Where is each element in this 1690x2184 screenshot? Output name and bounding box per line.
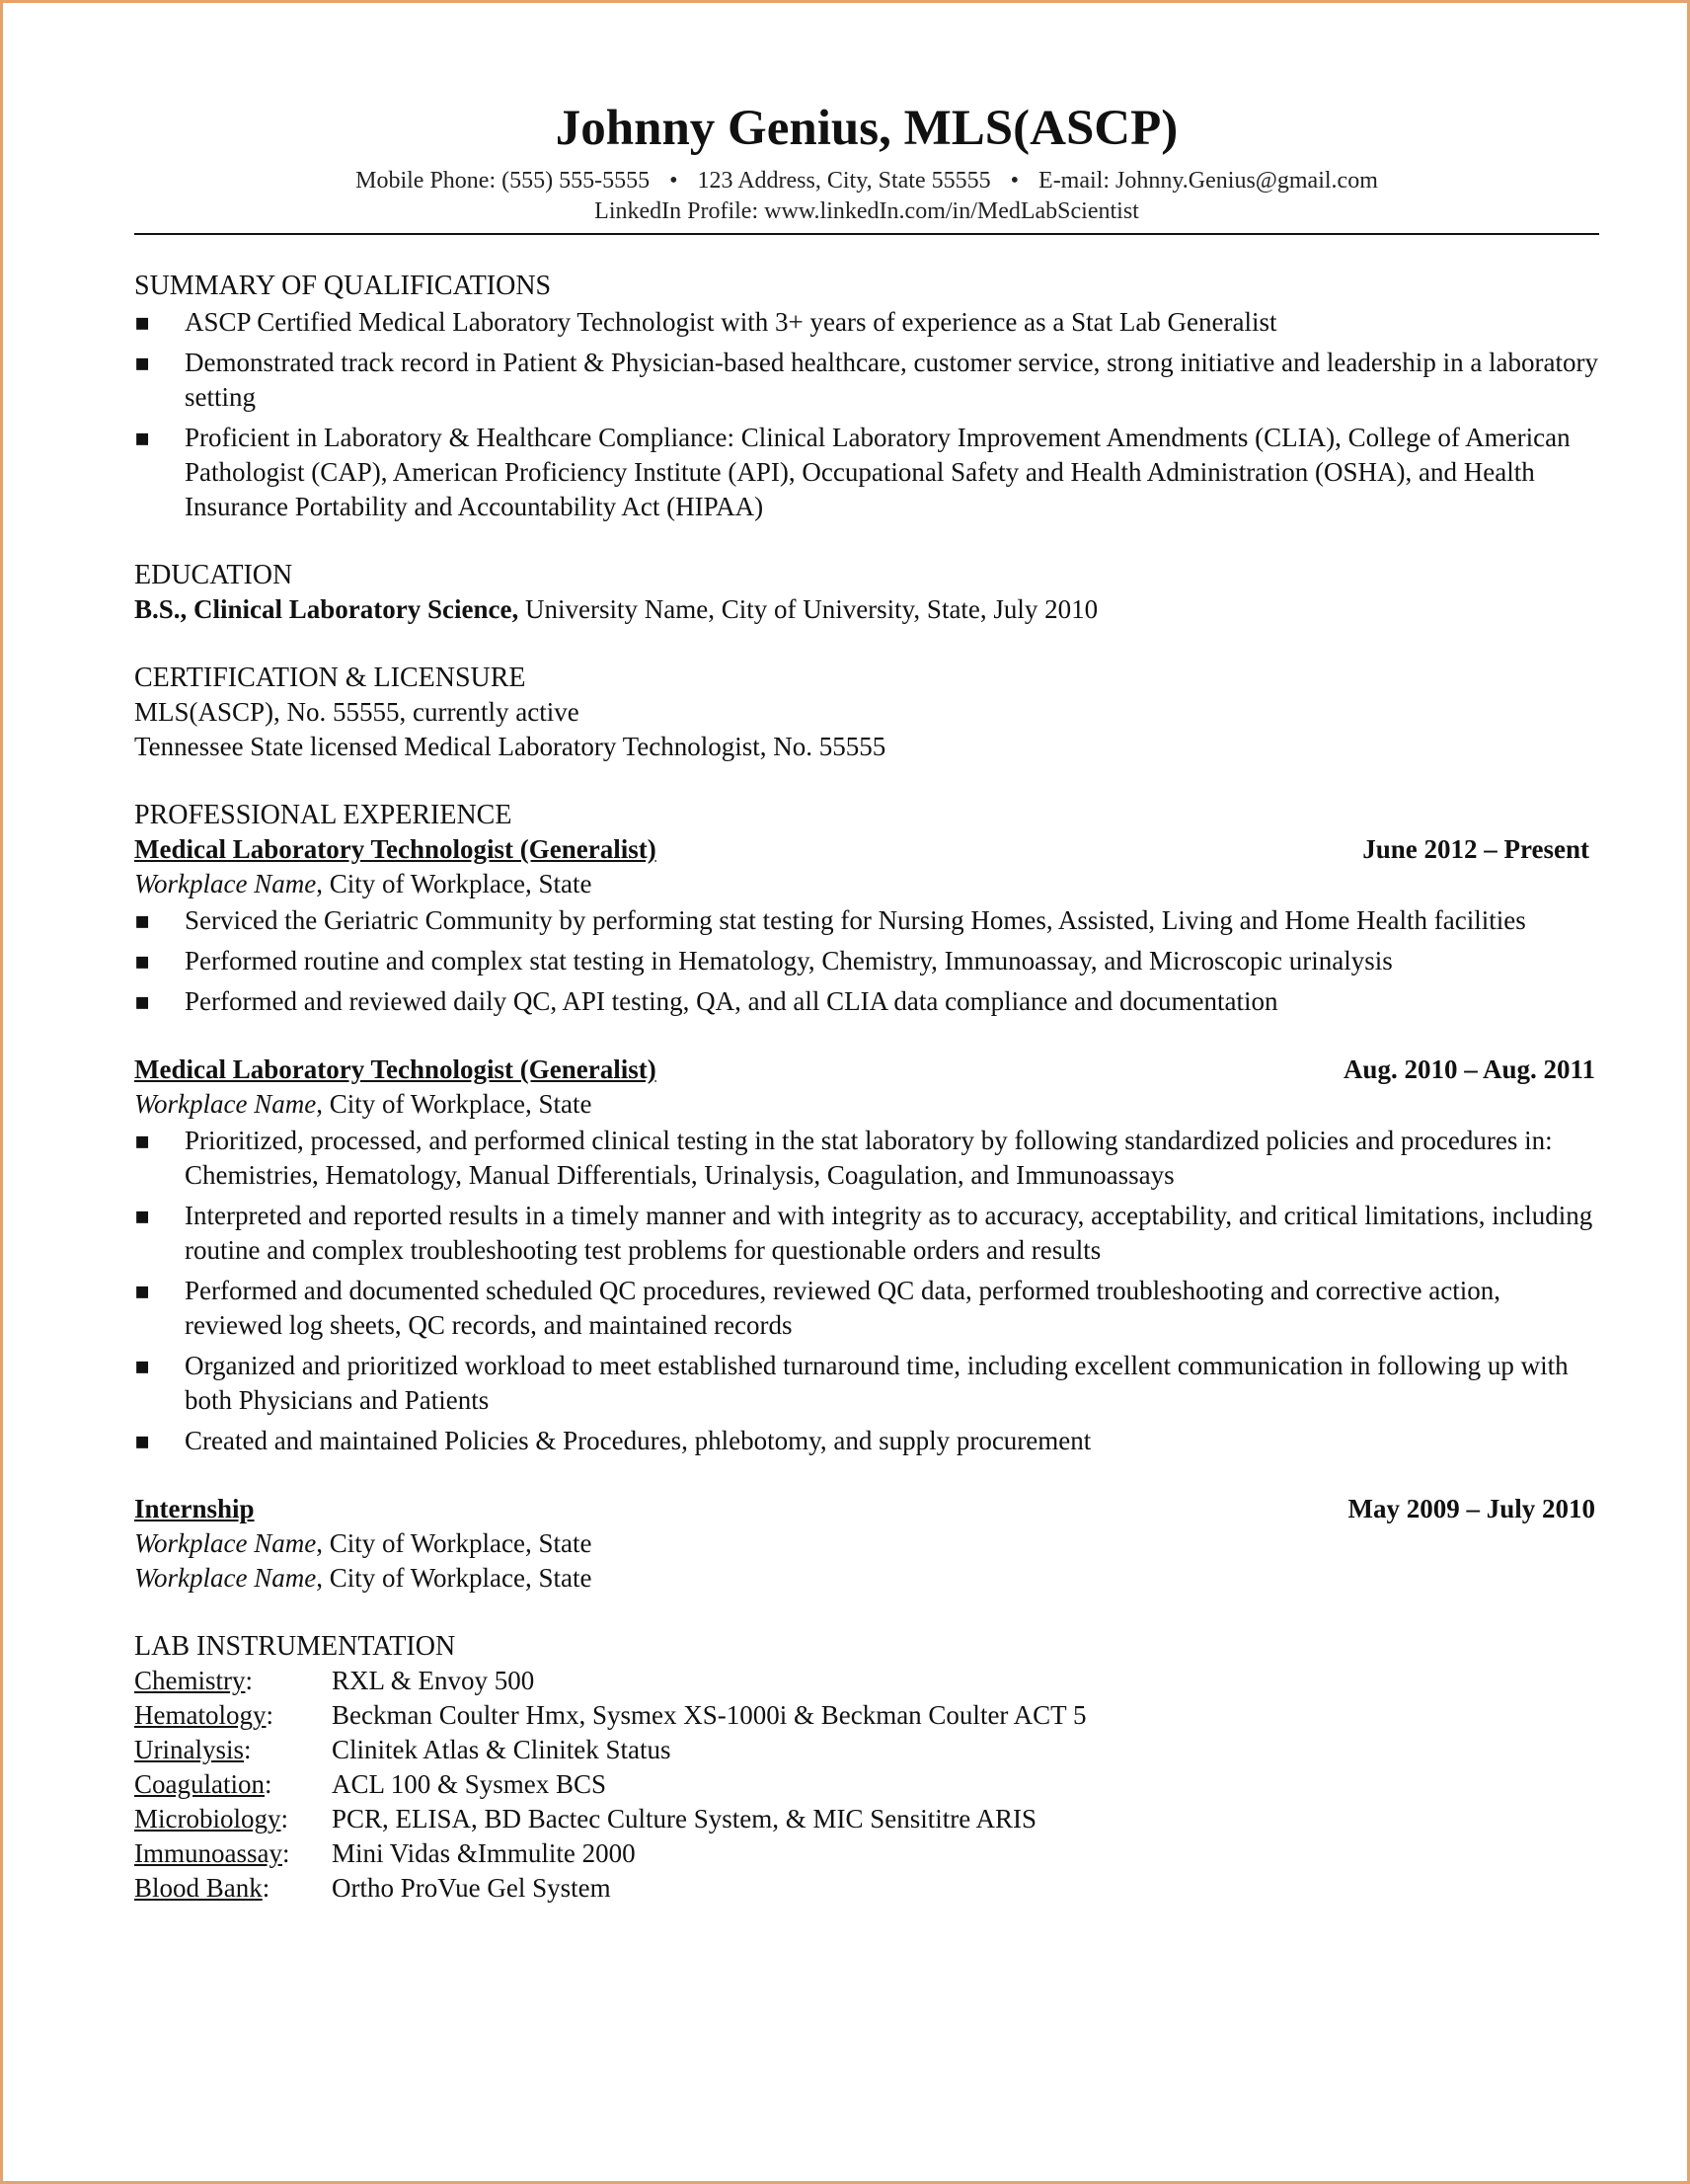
job-bullets — [134, 903, 1599, 1019]
section-heading: EDUCATION — [134, 560, 293, 590]
instrument-list: Ortho ProVue Gel System — [332, 1873, 611, 1903]
job-dates: Aug. 2010 – Aug. 2011 — [1343, 1054, 1595, 1084]
education-details: University Name, City of University, State, July 2010 — [518, 594, 1099, 624]
job-dates: May 2009 – July 2010 — [1347, 1494, 1595, 1523]
certification-line: Tennessee State licensed Medical Laboratory Technologist, No. 55555 — [134, 732, 886, 761]
job-entry — [134, 832, 1599, 1019]
workplace-name: Workplace Name — [134, 869, 317, 898]
email: E-mail: Johnny.Genius@gmail.com — [1038, 168, 1378, 194]
table-row — [134, 1802, 1086, 1836]
phone: Mobile Phone: (555) 555-5555 — [355, 168, 651, 194]
instrument-list: Beckman Coulter Hmx, Sysmex XS-1000i & Beckman Coulter ACT 5 — [332, 1700, 1087, 1730]
job-entry — [134, 1053, 1599, 1458]
table-row — [134, 1698, 1086, 1733]
table-row — [134, 1767, 1086, 1802]
instrument-category-cell: Immunoassay: — [134, 1838, 290, 1868]
workplace-name: Workplace Name — [134, 1528, 317, 1558]
workplace-line — [134, 1526, 1599, 1561]
instrument-category-cell: Blood Bank: — [134, 1873, 270, 1903]
separator: • — [1010, 168, 1020, 194]
instrument-category: Chemistry — [134, 1666, 246, 1695]
workplace-location: , City of Workplace, State — [316, 1563, 592, 1593]
table-row — [134, 1664, 1086, 1698]
summary-list — [134, 305, 1599, 524]
linkedin-profile: LinkedIn Profile: www.linkedIn.com/in/MedLabScientist — [594, 198, 1139, 224]
list-item: ▪ Organized and prioritized workload to meet established turnaround time, including excellent communication in following up with both Physicians and Patients — [134, 1349, 1599, 1418]
list-item: ▪ ASCP Certified Medical Laboratory Technologist with 3+ years of experience as a Stat Lab Generalist — [134, 305, 1599, 340]
list-item: ▪ Performed and documented scheduled QC procedures, reviewed QC data, performed troubleshooting and corrective action, reviewed log sheets, QC records, and maintained records — [134, 1274, 1599, 1343]
job-bullets — [134, 1124, 1599, 1458]
job-title: Internship — [134, 1494, 255, 1523]
list-item: ▪ Serviced the Geriatric Community by performing stat testing for Nursing Homes, Assisted, Living and Home Health facilities — [134, 903, 1599, 938]
section-heading: PROFESSIONAL EXPERIENCE — [134, 800, 512, 830]
instrumentation-section — [134, 1629, 1599, 1906]
table-row — [134, 1871, 1086, 1906]
workplace-location: , City of Workplace, State — [316, 1528, 592, 1558]
instrument-list: ACL 100 & Sysmex BCS — [332, 1769, 607, 1799]
list-item: ▪ Prioritized, processed, and performed clinical testing in the stat laboratory by following standardized policies and procedures in: Chemistries, Hematology, Manual Differentials, Urinalysis, Coagulation, and Immunoassays — [134, 1124, 1599, 1193]
list-item: ▪ Demonstrated track record in Patient & Physician-based healthcare, customer service, strong initiative and leadership in a laboratory setting — [134, 346, 1599, 415]
section-heading: CERTIFICATION & LICENSURE — [134, 663, 526, 693]
job-entry — [134, 1492, 1599, 1596]
instrumentation-table — [134, 1664, 1086, 1906]
instrument-list: Mini Vidas &Immulite 2000 — [332, 1838, 636, 1868]
job-header — [134, 1053, 1599, 1087]
summary-section — [134, 269, 1599, 524]
instrument-category-cell: Urinalysis: — [134, 1735, 252, 1764]
instrument-category-cell: Chemistry: — [134, 1666, 254, 1695]
table-row — [134, 1733, 1086, 1767]
certification-line: MLS(ASCP), No. 55555, currently active — [134, 697, 579, 727]
list-item: ▪ Interpreted and reported results in a timely manner and with integrity as to accuracy, acceptability, and critical limitations, including routine and complex troubleshooting test problems for questionable orders and results — [134, 1199, 1599, 1268]
experience-section — [134, 798, 1599, 1596]
certification-section — [134, 661, 1599, 764]
section-heading: LAB INSTRUMENTATION — [134, 1631, 456, 1662]
workplace-name: Workplace Name — [134, 1563, 317, 1593]
job-dates: June 2012 – Present — [1362, 834, 1589, 864]
job-title: Medical Laboratory Technologist (Generalist) — [134, 834, 656, 864]
instrument-category: Hematology — [134, 1700, 267, 1730]
workplace-line — [134, 1087, 1599, 1122]
header-divider — [134, 233, 1599, 235]
resume-document — [134, 99, 1599, 1906]
address: 123 Address, City, State 55555 — [697, 168, 991, 194]
candidate-name: Johnny Genius, MLS(ASCP) — [555, 101, 1179, 156]
job-header — [134, 1492, 1599, 1526]
instrument-list: Clinitek Atlas & Clinitek Status — [332, 1735, 671, 1764]
contact-line — [134, 166, 1599, 196]
education-entry — [134, 592, 1599, 627]
education-section — [134, 558, 1599, 627]
table-row — [134, 1836, 1086, 1871]
workplace-line — [134, 867, 1599, 901]
instrument-category: Microbiology — [134, 1804, 281, 1833]
job-header — [134, 832, 1599, 867]
linkedin-line — [134, 196, 1599, 227]
separator: • — [669, 168, 678, 194]
instrument-category: Coagulation — [134, 1769, 265, 1799]
instrument-category: Blood Bank — [134, 1873, 263, 1903]
degree: B.S., Clinical Laboratory Science, — [134, 594, 519, 624]
job-title: Medical Laboratory Technologist (Generalist) — [134, 1054, 656, 1084]
instrument-category-cell: Microbiology: — [134, 1804, 289, 1833]
instrument-list: RXL & Envoy 500 — [332, 1666, 535, 1695]
instrument-category: Immunoassay — [134, 1838, 282, 1868]
list-item: ▪ Proficient in Laboratory & Healthcare Compliance: Clinical Laboratory Improvement Amendments (CLIA), College of American Pathologist (CAP), American Proficiency Institute (API), Occupational Safety and Health Administration (OSHA), and Health Insurance Portability and Accountability Act (HIPAA) — [134, 421, 1599, 524]
list-item: ▪ Created and maintained Policies & Procedures, phlebotomy, and supply procurement — [134, 1424, 1599, 1458]
workplace-location: , City of Workplace, State — [316, 869, 592, 898]
list-item: ▪ Performed and reviewed daily QC, API testing, QA, and all CLIA data compliance and documentation — [134, 984, 1599, 1019]
workplace-location: , City of Workplace, State — [316, 1089, 592, 1119]
section-heading: SUMMARY OF QUALIFICATIONS — [134, 271, 552, 301]
instrument-category: Urinalysis — [134, 1735, 244, 1764]
instrument-category-cell: Coagulation: — [134, 1769, 272, 1799]
workplace-line — [134, 1561, 1599, 1596]
instrument-category-cell: Hematology: — [134, 1700, 273, 1730]
instrument-list: PCR, ELISA, BD Bactec Culture System, & MIC Sensititre ARIS — [332, 1804, 1037, 1833]
list-item: ▪ Performed routine and complex stat testing in Hematology, Chemistry, Immunoassay, and Microscopic urinalysis — [134, 944, 1599, 978]
workplace-name: Workplace Name — [134, 1089, 317, 1119]
